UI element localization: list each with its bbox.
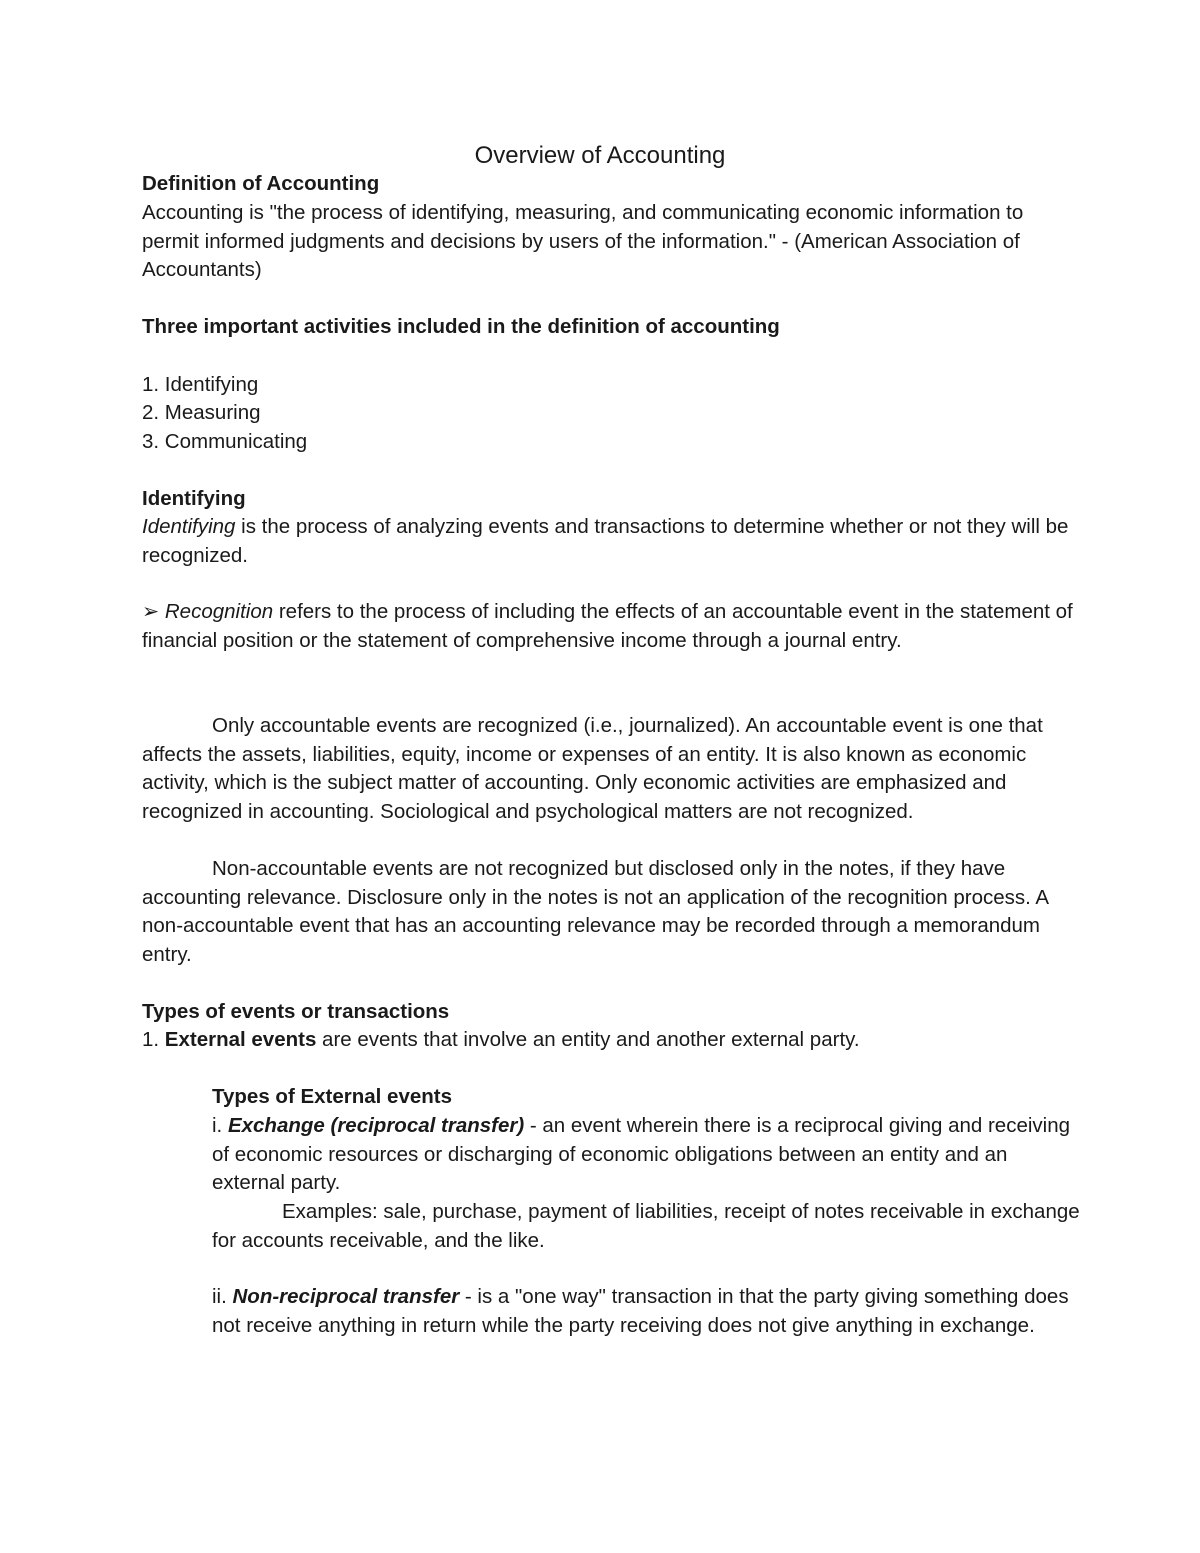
exchange-examples: Examples: sale, purchase, payment of liabilities, receipt of notes receivable in exchange for accounts receivable, and the like. [212,1200,1080,1252]
external-text: are events that involve an entity and another external party. [316,1028,860,1051]
types-heading: Types of events or transactions [142,1000,450,1023]
non-accountable-events-text: Non-accountable events are not recognized but disclosed only in the notes, if they have accounting relevance. Disclosure only in the notes is not an application of the recognition process. A non-accountable event that has an accounting relevance may be recorded through a memorandum entry. [142,857,1048,966]
non-reciprocal-text: - is a "one way" transaction in that the party giving something does not receive anything in return while the party receiving does not give anything in exchange. [212,1285,1069,1337]
activity-item-identifying: 1. Identifying [142,373,259,396]
non-reciprocal-term: Non-reciprocal transfer [232,1285,460,1308]
external-number: 1. [142,1028,165,1051]
recognition-term: Recognition [164,600,274,623]
accountable-events-text: Only accountable events are recognized (i.e., journalized). An accountable event is one that affects the assets, liabilities, equity, income or expenses of an entity. It is also known as economic activity, which is the subject matter of accounting. Only economic activities are emphasized and recognized in accounting. Sociological and psychological matters are not recognized. [142,714,1043,823]
types-external-heading: Types of External events [212,1085,453,1108]
activity-item-measuring: 2. Measuring [142,401,261,424]
exchange-text: - an event wherein there is a reciprocal giving and receiving of economic resources or discharging of economic obligations between an entity and an external party. [212,1114,1071,1195]
non-reciprocal-item [212,1283,1082,1340]
arrow-bullet-icon: ➢ [142,600,165,623]
accountable-events-paragraph [142,712,1082,826]
page-title: Overview of Accounting [474,142,726,169]
identifying-heading: Identifying [142,487,246,510]
activity-item-communicating: 3. Communicating [142,430,308,453]
identifying-term: Identifying [142,515,236,538]
definition-heading: Definition of Accounting [142,172,380,195]
non-accountable-events-paragraph [142,855,1082,969]
definition-text: Accounting is "the process of identifying, measuring, and communicating economic information to permit informed judgments and decisions by users of the information." - (American Association of Accountants) [142,201,1024,282]
identifying-text: is the process of analyzing events and transactions to determine whether or not they will be recognized. [142,515,1069,567]
external-term: External events [164,1028,317,1051]
exchange-item [212,1112,1082,1198]
non-reciprocal-number: ii. [212,1285,233,1308]
recognition-text: refers to the process of including the effects of an accountable event in the statement of financial position or the statement of comprehensive income through a journal entry. [142,600,1073,652]
external-events-item [142,1026,1082,1055]
activities-heading: Three important activities included in the definition of accounting [142,315,780,338]
exchange-number: i. [212,1114,228,1137]
recognition-paragraph [142,598,1082,655]
identifying-paragraph [142,513,1082,570]
exchange-term: Exchange (reciprocal transfer) [227,1114,525,1137]
